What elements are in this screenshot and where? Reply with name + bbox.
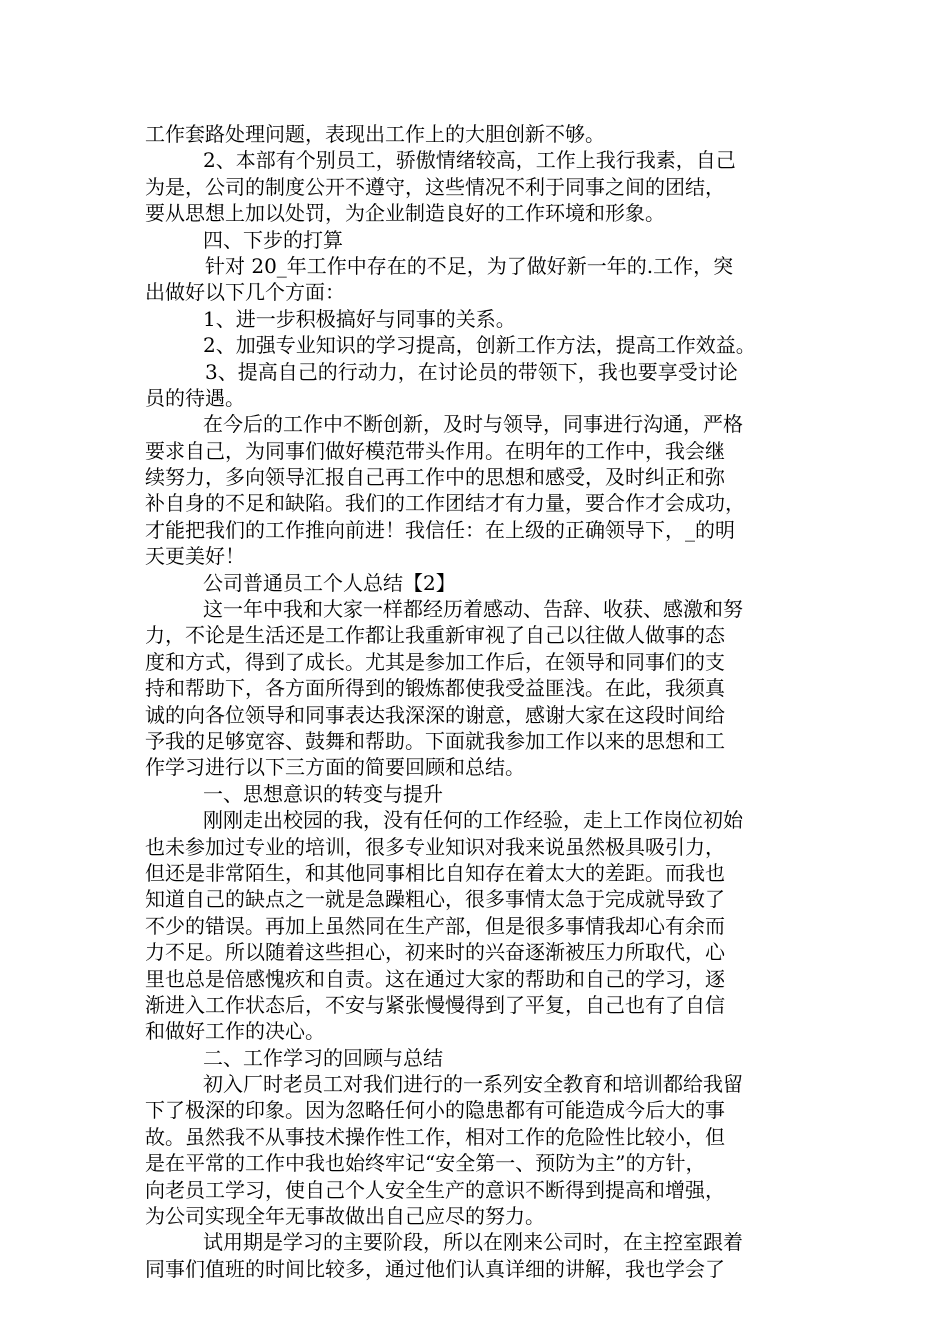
section-title: 公司普通员工个人总结【2】	[203, 570, 456, 595]
text-line: 针对 20_年工作中存在的不足，为了做好新一年的.工作，突	[205, 253, 734, 278]
text-line: 试用期是学习的主要阶段，所以在刚来公司时，在主控室跟着	[203, 1230, 743, 1255]
text-line: 力，不论是生活还是工作都让我重新审视了自己以往做人做事的态	[145, 623, 725, 648]
text-line: 为公司实现全年无事故做出自己应尽的努力。	[145, 1204, 545, 1229]
text-line: 下了极深的印象。因为忽略任何小的隐患都有可能造成今后大的事	[145, 1098, 725, 1123]
text-line: 向老员工学习，使自己个人安全生产的意识不断得到提高和增强，	[145, 1177, 725, 1202]
text-line: 故。虽然我不从事技术操作性工作，相对工作的危险性比较小，但	[145, 1124, 725, 1149]
text-line: 刚刚走出校园的我，没有任何的工作经验，走上工作岗位初始	[203, 808, 743, 833]
list-item: 3、提高自己的行动力，在讨论员的带领下，我也要享受讨论	[205, 359, 738, 384]
section-heading: 四、下步的打算	[203, 227, 343, 252]
text-line: 才能把我们的工作推向前进！我信任：在上级的正确领导下，_的明	[145, 517, 735, 542]
text-line: 在今后的工作中不断创新，及时与领导，同事进行沟通，严格	[203, 412, 743, 437]
section-heading: 二、工作学习的回顾与总结	[203, 1045, 443, 1070]
text-line: 要从思想上加以处罚，为企业制造良好的工作环境和形象。	[145, 201, 665, 226]
text-line: 力不足。所以随着这些担心，初来时的兴奋逐渐被压力所取代，心	[145, 940, 725, 965]
text-line: 员的待遇。	[145, 385, 245, 410]
list-item: 2、加强专业知识的学习提高，创新工作方法，提高工作效益。	[203, 333, 756, 358]
text-line: 不少的错误。再加上虽然同在生产部，但是很多事情我却心有余而	[145, 913, 725, 938]
text-line: 补自身的不足和缺陷。我们的工作团结才有力量，要合作才会成功，	[145, 491, 745, 516]
section-heading: 一、思想意识的转变与提升	[203, 781, 443, 806]
list-item: 1、进一步积极搞好与同事的关系。	[203, 306, 516, 331]
text-line: 要求自己，为同事们做好模范带头作用。在明年的工作中，我会继	[145, 438, 725, 463]
text-line: 但还是非常陌生，和其他同事相比自知存在着太大的差距。而我也	[145, 860, 725, 885]
document-body	[145, 121, 811, 1282]
text-line: 续努力，多向领导汇报自己再工作中的思想和感受，及时纠正和弥	[145, 465, 725, 490]
text-line: 为是，公司的制度公开不遵守，这些情况不利于同事之间的团结，	[145, 174, 725, 199]
text-line: 也未参加过专业的培训，很多专业知识对我来说虽然极具吸引力，	[145, 834, 725, 859]
text-line: 予我的足够宽容、鼓舞和帮助。下面就我参加工作以来的思想和工	[145, 728, 725, 753]
text-line: 作学习进行以下三方面的简要回顾和总结。	[145, 755, 525, 780]
text-line: 工作套路处理问题，表现出工作上的大胆创新不够。	[145, 122, 605, 146]
text-line: 初入厂时老员工对我们进行的一系列安全教育和培训都给我留	[203, 1072, 743, 1097]
text-line: 天更美好！	[145, 544, 245, 569]
text-line: 度和方式，得到了成长。尤其是参加工作后，在领导和同事们的支	[145, 649, 725, 674]
text-line: 同事们值班的时间比较多，通过他们认真详细的讲解，我也学会了	[145, 1256, 725, 1281]
text-line: 2、本部有个别员工，骄傲情绪较高，工作上我行我素，自己	[203, 148, 736, 173]
text-line: 出做好以下几个方面：	[145, 280, 345, 305]
text-line: 和做好工作的决心。	[145, 1019, 325, 1044]
text-line: 诚的向各位领导和同事表达我深深的谢意，感谢大家在这段时间给	[145, 702, 725, 727]
text-line: 渐进入工作状态后，不安与紧张慢慢得到了平复，自己也有了自信	[145, 992, 725, 1017]
text-line: 是在平常的工作中我也始终牢记“安全第一、预防为主”的方针，	[145, 1151, 706, 1176]
text-line: 里也总是倍感愧疚和自责。这在通过大家的帮助和自己的学习，逐	[145, 966, 725, 991]
text-line: 持和帮助下，各方面所得到的锻炼都使我受益匪浅。在此，我须真	[145, 676, 725, 701]
text-line: 这一年中我和大家一样都经历着感动、告辞、收获、感激和努	[203, 597, 743, 622]
text-line: 知道自己的缺点之一就是急躁粗心，很多事情太急于完成就导致了	[145, 887, 725, 912]
